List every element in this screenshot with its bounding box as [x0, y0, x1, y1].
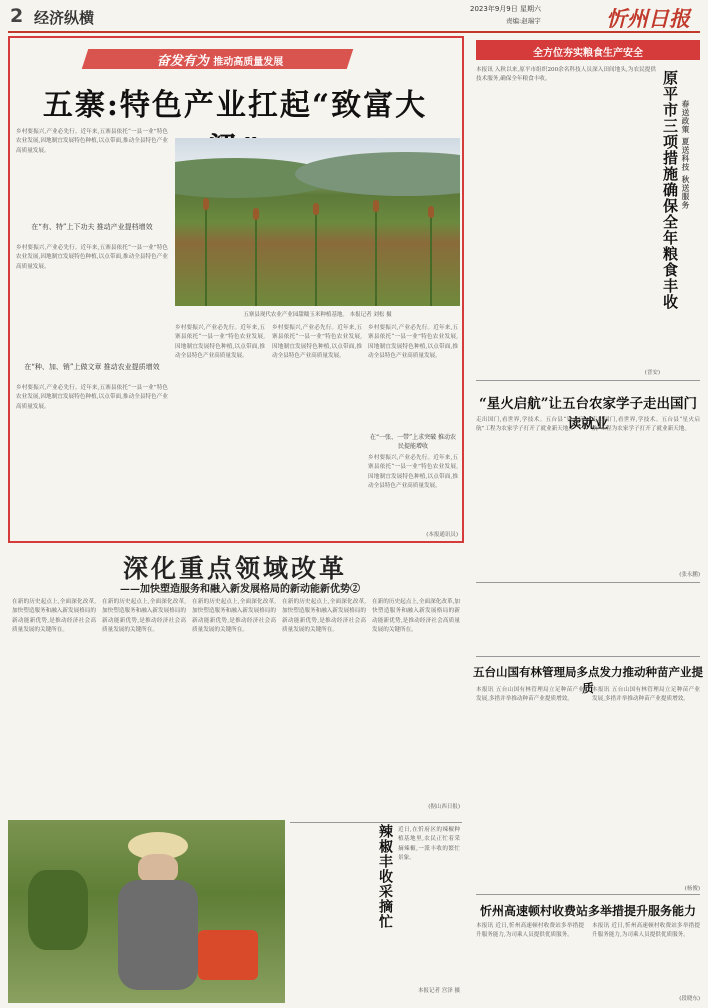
farmer-body: [118, 880, 198, 990]
grain-banner-text: 全方位夯实粮食生产安全: [533, 48, 643, 59]
article4-body-2: 本报讯 近日,忻州高速顿村收费站多举措提升服务能力,为司乘人员提供优质服务。: [592, 923, 700, 939]
banner-sub: 推动高质量发展: [213, 57, 284, 68]
plant-cluster: [28, 870, 88, 950]
feature-subhead-2: 在“种、加、销”上做文章 推动农业提质增效: [24, 363, 160, 371]
photo-caption: 五寨县现代农业产业园甜糯玉米种植基地。 本报记者 刘松 摄: [243, 312, 392, 318]
stalk: [255, 218, 257, 306]
reform-subtitle: ——加快塑造服务和融入新发展格局的新动能新优势②: [120, 584, 360, 595]
sorghum-head: [253, 208, 259, 220]
feature-body-5: 乡村要振兴,产业必先行。近年来,五寨县依托“一县一业”特色农业发展,因地制宜发展特色种植,以点带面,推动全县特色产业高质量发展。: [368, 325, 458, 360]
editor-credit: 责编:赵瑞宇: [506, 17, 541, 25]
feature-banner-text: [95, 50, 345, 69]
article2-credit: (张永鹏): [679, 572, 700, 578]
pepper-credit: 本报记者 宫泽 摄: [418, 988, 460, 994]
sorghum-head: [373, 200, 379, 212]
article4-title: 忻州高速顿村收费站多举措提升服务能力: [479, 904, 696, 918]
banner-main: 奋发有为: [156, 54, 209, 69]
feature-byline: (本报通讯员): [426, 532, 458, 538]
article3-body-2: 本报讯 五台山国有林管理局立足种苗产业发展,多措并举推动种苗产业提质增效。: [592, 687, 700, 703]
reform-body-3: 在新的历史起点上,全面深化改革,加快塑造服务和融入新发展格局的新动能新优势,是推动经济社会高质量发展的关键所在。: [192, 599, 276, 634]
divider: [476, 380, 700, 381]
article2-title: “星火启航”让五台农家学子走出国门读就业: [478, 396, 698, 432]
stalk: [315, 213, 317, 306]
divider: [290, 822, 462, 823]
reform-body-5: 在新的历史起点上,全面深化改革,加快塑造服务和融入新发展格局的新动能新优势,是推动经济社会高质量发展的关键所在。: [372, 599, 460, 634]
feature-body-1: 乡村要振兴,产业必先行。近年来,五寨县依托“一县一业”特色农业发展,因地制宜发展特色种植,以点带面,推动全县特色产业高质量发展。: [16, 245, 168, 270]
feature-subhead-3: 在“一张、一带”上求突破 推动农民提能增收: [369, 434, 457, 450]
feature-lead: 乡村要振兴,产业必先行。近年来,五寨县依托“一县一业”特色农业发展,因地制宜发展特色种植,以点带面,推动全县特色产业高质量发展。: [16, 129, 168, 154]
divider: [476, 656, 700, 657]
pepper-caption-title: 辣椒丰收采摘忙: [377, 824, 393, 929]
stalk: [375, 210, 377, 306]
newspaper-logo: 忻州日报: [606, 6, 690, 31]
sorghum-field-photo: [175, 138, 460, 306]
pepper-basket: [198, 930, 258, 980]
pepper-harvest-photo: [8, 820, 285, 1003]
feature-headline: 五寨:特色产业扛起“致富大: [42, 88, 428, 123]
feature-body-2: 乡村要振兴,产业必先行。近年来,五寨县依托“一县一业”特色农业发展,因地制宜发展特色种植,以点带面,推动全县特色产业高质量发展。: [16, 385, 168, 410]
section-title: 经济纵横: [34, 9, 95, 27]
hill-shape: [295, 152, 460, 196]
grain-body: 本报讯 入秋以来,原平市组织200余名科技人员深入田间地头,为农民提供技术服务,确保全年粮食丰收。: [476, 67, 656, 83]
reform-body-1: 在新的历史起点上,全面深化改革,加快塑造服务和融入新发展格局的新动能新优势,是推动经济社会高质量发展的关键所在。: [12, 599, 96, 634]
article2-body-2: 走出国门,看世界,学技术。五台县“星火启航”工程为农家学子打开了就业新天地。: [592, 417, 700, 433]
article2-body-1: 走出国门,看世界,学技术。五台县“星火启航”工程为农家学子打开了就业新天地。: [476, 417, 584, 433]
feature-body-4: 乡村要振兴,产业必先行。近年来,五寨县依托“一县一业”特色农业发展,因地制宜发展特色种植,以点带面,推动全县特色产业高质量发展。: [272, 325, 362, 360]
pepper-caption: 近日,在忻府区的辣椒种植基地里,农民正忙着采摘辣椒,一派丰收的繁忙景象。: [398, 827, 460, 862]
feature-body-6: 乡村要振兴,产业必先行。近年来,五寨县依托“一县一业”特色农业发展,因地制宜发展特色种植,以点带面,推动全县特色产业高质量发展。: [368, 455, 458, 490]
sorghum-head: [313, 203, 319, 215]
grain-kicker: 春送政策 夏送科技 秋送服务: [681, 100, 690, 210]
feature-body-3: 乡村要振兴,产业必先行。近年来,五寨县依托“一县一业”特色农业发展,因地制宜发展特色种植,以点带面,推动全县特色产业高质量发展。: [175, 325, 265, 360]
sorghum-head: [203, 198, 209, 210]
page-number: 2: [10, 5, 24, 27]
divider: [476, 894, 700, 895]
grain-credit: (晋安): [644, 370, 660, 376]
feature-subhead-1: 在“有、特”上下功夫 推动产业提档增效: [31, 223, 153, 231]
issue-date: 2023年9月9日 星期六: [470, 5, 541, 13]
article4-body-1: 本报讯 近日,忻州高速顿村收费站多举措提升服务能力,为司乘人员提供优质服务。: [476, 923, 584, 939]
reform-body-4: 在新的历史起点上,全面深化改革,加快塑造服务和融入新发展格局的新动能新优势,是推动经济社会高质量发展的关键所在。: [282, 599, 366, 634]
sorghum-head: [428, 206, 434, 218]
reform-credit: (据山西日报): [428, 804, 460, 810]
reform-body-2: 在新的历史起点上,全面深化改革,加快塑造服务和融入新发展格局的新动能新优势,是推动经济社会高质量发展的关键所在。: [102, 599, 186, 634]
divider: [476, 582, 700, 583]
header-rule: [8, 31, 700, 33]
article4-credit: (段晓东): [679, 996, 700, 1002]
article3-body-1: 本报讯 五台山国有林管理局立足种苗产业发展,多措并举推动种苗产业提质增效。: [476, 687, 584, 703]
article3-title: 五台山国有林管理局多点发力推动种苗产业提质: [473, 665, 703, 695]
reform-title: 深化重点领域改革: [122, 554, 347, 583]
grain-title: 原平市三项措施确保全年粮食丰收: [661, 70, 679, 310]
article3-credit: (杨俊): [684, 886, 700, 892]
stalk: [430, 216, 432, 306]
stalk: [205, 208, 207, 306]
